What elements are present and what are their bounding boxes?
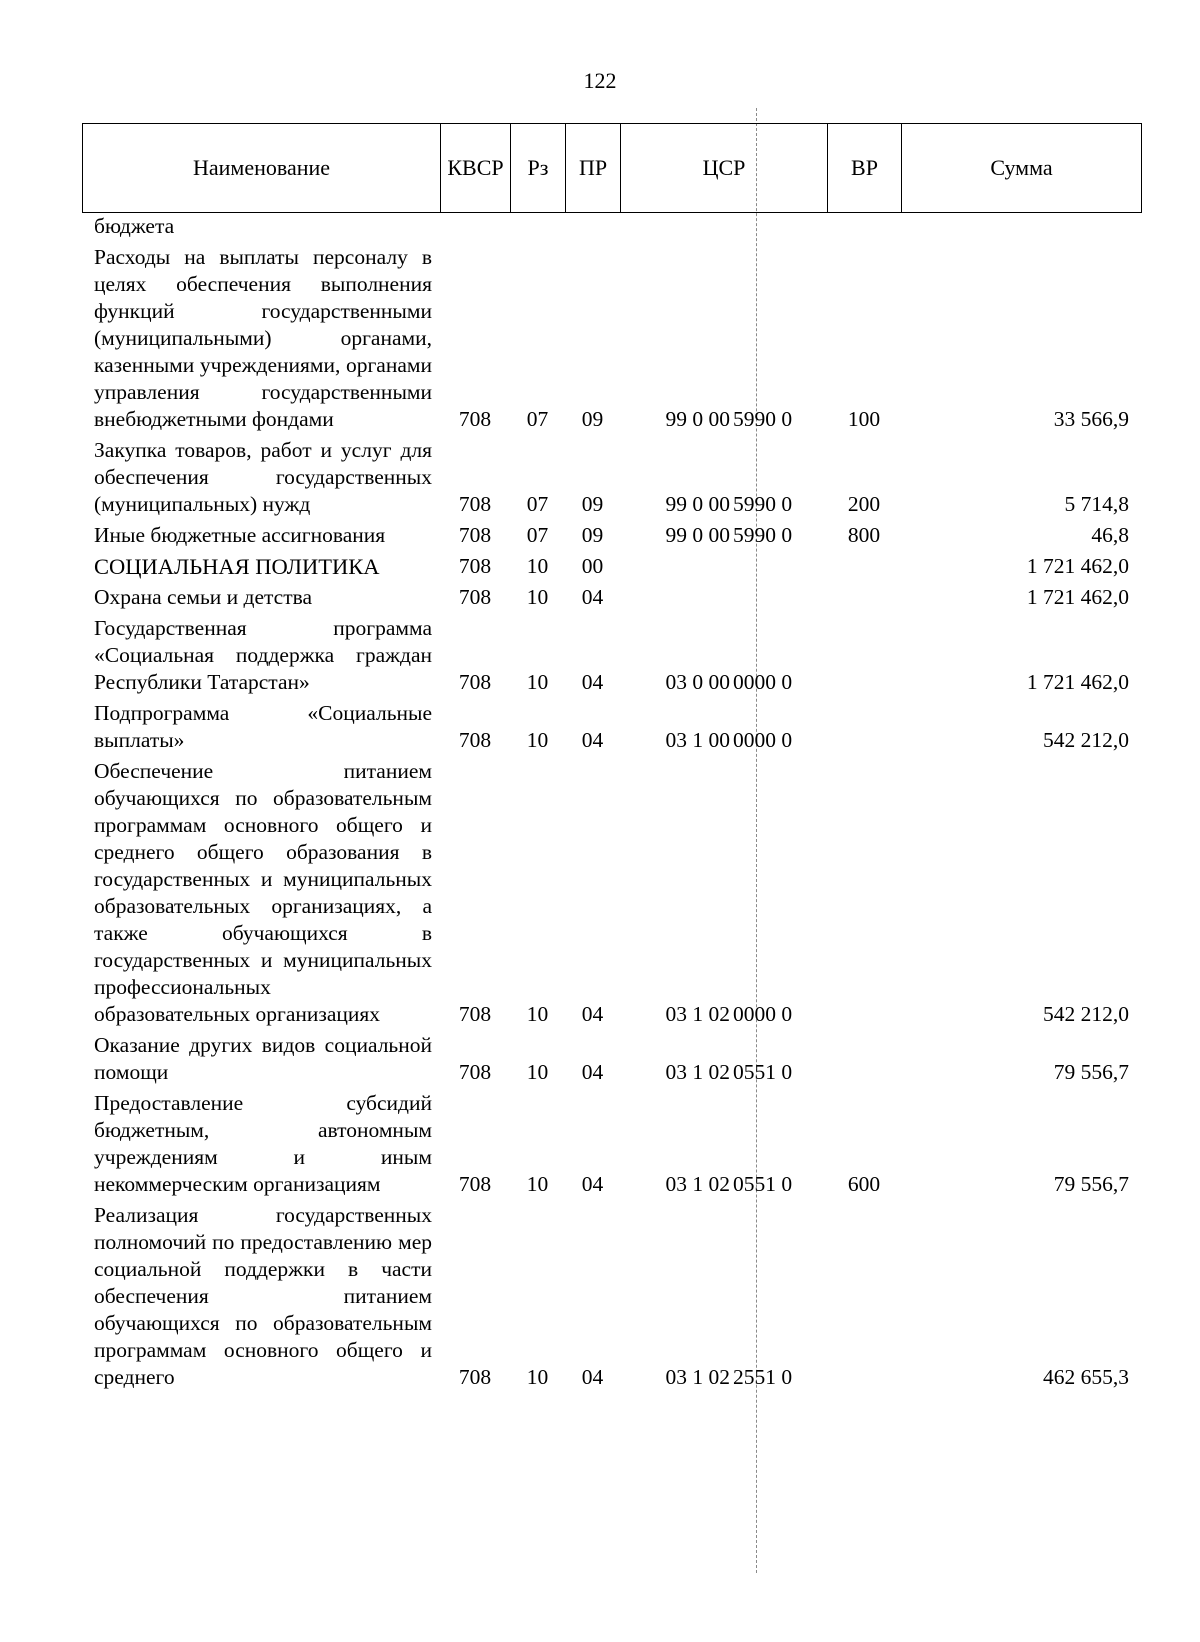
row-pr: 04: [581, 728, 604, 752]
row-csr: [620, 696, 827, 754]
row-kvsr: 708: [458, 585, 492, 609]
row-csr: [620, 1198, 827, 1391]
row-sum: 5 714,8: [1064, 492, 1129, 516]
table-row: [82, 549, 1141, 580]
row-name: Подпрограмма «Социальные выплаты»: [94, 701, 432, 752]
row-rz: 10: [526, 1060, 549, 1084]
row-csr-direction: 0000 0: [733, 670, 793, 694]
row-csr: [620, 433, 827, 518]
header-vr: ВР: [828, 124, 902, 213]
row-vr: [827, 213, 901, 240]
row-sum: 462 655,3: [1043, 1365, 1129, 1389]
row-kvsr: 708: [458, 407, 492, 431]
row-name: Охрана семьи и детства: [94, 585, 313, 609]
row-csr-direction: 0000 0: [733, 1002, 793, 1026]
header-rz: Рз: [511, 124, 566, 213]
header-pr: ПР: [566, 124, 621, 213]
row-csr: [620, 549, 827, 580]
row-rz: 10: [526, 585, 549, 609]
table-row: [82, 518, 1141, 549]
row-kvsr: [440, 213, 510, 240]
header-csr: ЦСР: [621, 124, 828, 213]
row-sum: 1 721 462,0: [1026, 670, 1129, 694]
row-csr-direction: 2551 0: [733, 1365, 793, 1389]
row-csr-program: 99 0 00: [665, 407, 730, 431]
row-sum: 79 556,7: [1053, 1060, 1129, 1084]
row-csr: [620, 240, 827, 433]
row-sum: 46,8: [1091, 523, 1129, 547]
table-body: [82, 213, 1141, 1391]
table-row: [82, 433, 1141, 518]
row-pr: [565, 213, 620, 240]
row-rz: 10: [526, 1365, 549, 1389]
row-vr: 800: [847, 523, 881, 547]
table-row: [82, 754, 1141, 1028]
row-rz: 07: [526, 407, 549, 431]
row-sum: 33 566,9: [1053, 407, 1129, 431]
table-row: [82, 1028, 1141, 1086]
row-rz: 10: [526, 728, 549, 752]
row-pr: 04: [581, 1172, 604, 1196]
row-sum: [901, 213, 1141, 240]
row-sum: 1 721 462,0: [1026, 554, 1129, 578]
row-vr: [827, 696, 901, 754]
table-row: [82, 1086, 1141, 1198]
row-name: СОЦИАЛЬНАЯ ПОЛИТИКА: [94, 554, 380, 579]
header-sum: Сумма: [902, 124, 1142, 213]
row-csr-program: 03 1 00: [665, 728, 730, 752]
row-csr-direction: 0551 0: [733, 1172, 793, 1196]
row-csr-program: 99 0 00: [665, 523, 730, 547]
row-kvsr: 708: [458, 1060, 492, 1084]
table-row: [82, 1198, 1141, 1391]
row-pr: 09: [581, 523, 604, 547]
row-pr: 04: [581, 1002, 604, 1026]
row-vr: [827, 1028, 901, 1086]
row-vr: [827, 1198, 901, 1391]
row-csr: [620, 213, 827, 240]
table-row: [82, 611, 1141, 696]
row-csr: [620, 518, 827, 549]
row-csr-program: 99 0 00: [665, 492, 730, 516]
header-name: Наименование: [83, 124, 441, 213]
row-name: Расходы на выплаты персоналу в целях обеспечения выполнения функций государственными (муниципальными) органами, казенными учреждениями, органами управления государственными внебюджетными фондами: [94, 245, 432, 431]
row-csr: [620, 580, 827, 611]
row-csr: [620, 1028, 827, 1086]
row-pr: 04: [581, 670, 604, 694]
row-kvsr: 708: [458, 1172, 492, 1196]
row-csr: [620, 1086, 827, 1198]
row-kvsr: 708: [458, 670, 492, 694]
row-vr: [827, 549, 901, 580]
row-name: Государственная программа «Социальная поддержка граждан Республики Татарстан»: [94, 616, 432, 694]
table-row: [82, 213, 1141, 240]
row-pr: 04: [581, 1060, 604, 1084]
row-sum: 542 212,0: [1043, 1002, 1129, 1026]
row-rz: 07: [526, 523, 549, 547]
row-csr-direction: 5990 0: [733, 407, 793, 431]
row-csr-program: 03 1 02: [665, 1002, 730, 1026]
row-kvsr: 708: [458, 523, 492, 547]
table-row: [82, 240, 1141, 433]
row-kvsr: 708: [458, 1365, 492, 1389]
row-vr: [827, 580, 901, 611]
table-row: [82, 696, 1141, 754]
row-csr-program: 03 1 02: [665, 1365, 730, 1389]
row-kvsr: 708: [458, 1002, 492, 1026]
row-vr: [827, 754, 901, 1028]
row-kvsr: 708: [458, 728, 492, 752]
row-pr: 09: [581, 492, 604, 516]
row-name: Закупка товаров, работ и услуг для обеспечения государственных (муниципальных) нужд: [94, 438, 432, 516]
row-rz: 10: [526, 1172, 549, 1196]
row-rz: 10: [526, 554, 549, 578]
row-vr: 100: [847, 407, 881, 431]
page-number: 122: [583, 68, 617, 93]
row-pr: 04: [581, 585, 604, 609]
row-csr-direction: 5990 0: [733, 523, 793, 547]
row-rz: 10: [526, 1002, 549, 1026]
row-vr: 600: [847, 1172, 881, 1196]
row-name: Реализация государственных полномочий по предоставлению мер социальной поддержки в части обеспечения питанием обучающихся по образовательным программам основного общего и среднего: [94, 1203, 432, 1389]
header-kvsr: КВСР: [441, 124, 511, 213]
row-sum: 1 721 462,0: [1026, 585, 1129, 609]
table-header: [82, 123, 1142, 213]
row-csr-direction: 0000 0: [733, 728, 793, 752]
row-sum: 542 212,0: [1043, 728, 1129, 752]
row-csr-program: 03 0 00: [665, 670, 730, 694]
row-pr: 04: [581, 1365, 604, 1389]
row-csr: [620, 754, 827, 1028]
row-pr: 09: [581, 407, 604, 431]
row-name: бюджета: [94, 214, 175, 238]
row-vr: [827, 611, 901, 696]
row-kvsr: 708: [458, 492, 492, 516]
row-kvsr: 708: [458, 554, 492, 578]
row-name: Оказание других видов социальной помощи: [94, 1033, 432, 1084]
row-csr-program: 03 1 02: [665, 1172, 730, 1196]
row-csr: [620, 611, 827, 696]
row-rz: [510, 213, 565, 240]
row-csr-program: 03 1 02: [665, 1060, 730, 1084]
row-name: Предоставление субсидий бюджетным, автономным учреждениям и иным некоммерческим организациям: [94, 1091, 432, 1196]
row-csr-direction: 0551 0: [733, 1060, 793, 1084]
row-rz: 07: [526, 492, 549, 516]
row-sum: 79 556,7: [1053, 1172, 1129, 1196]
row-name: Обеспечение питанием обучающихся по образовательным программам основного общего и среднего общего образования в государственных и муниципальных образовательных организациях, а также обучающихся в государственных и муниципальных профессиональных образовательных организациях: [94, 759, 432, 1026]
row-csr-direction: 5990 0: [733, 492, 793, 516]
row-rz: 10: [526, 670, 549, 694]
row-name: Иные бюджетные ассигнования: [94, 523, 386, 547]
row-vr: 200: [847, 492, 881, 516]
row-pr: 00: [581, 554, 604, 578]
table-row: [82, 580, 1141, 611]
